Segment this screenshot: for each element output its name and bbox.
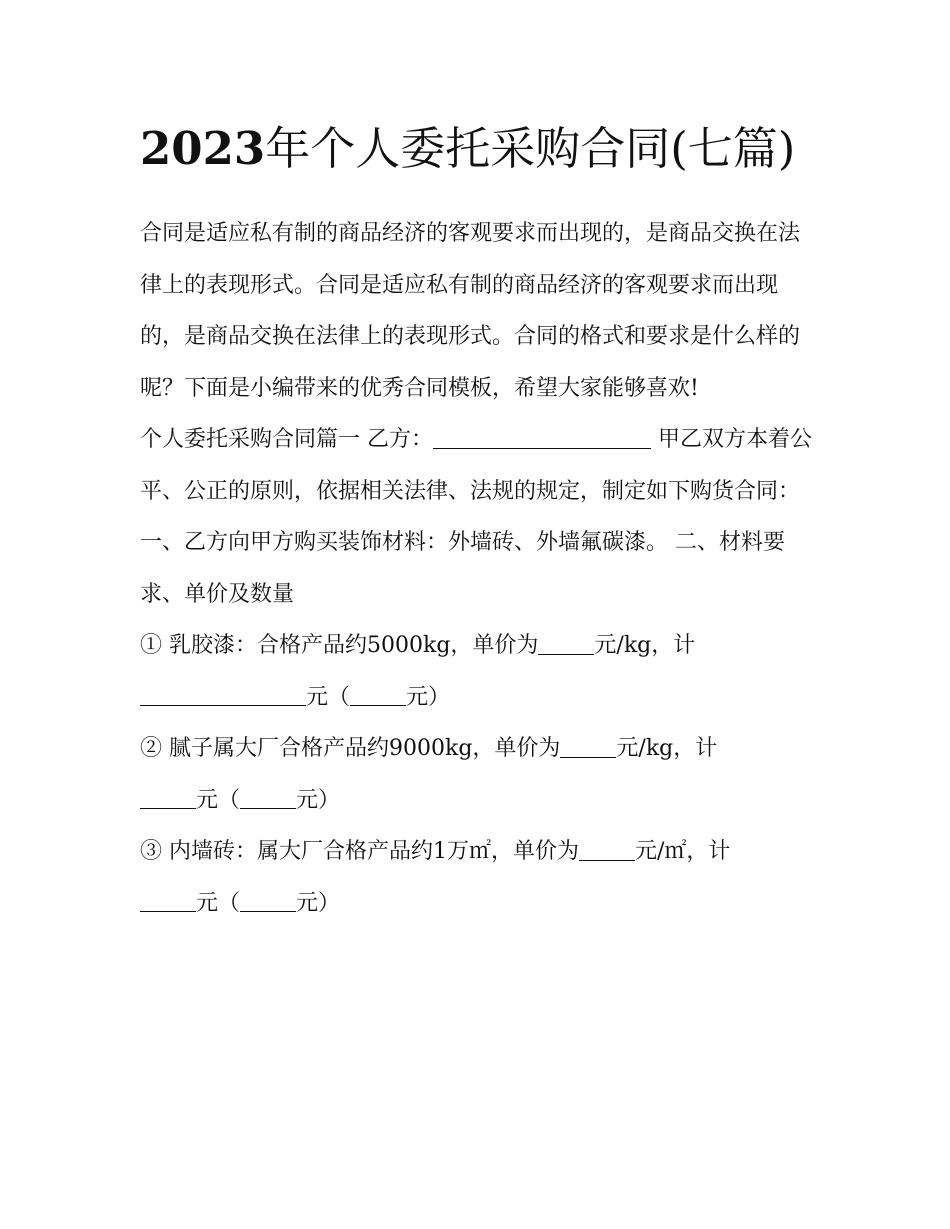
- item-3-text-a: ③ 内墙砖：属大厂合格产品约1万㎡，单价为: [140, 839, 579, 864]
- item-2-text-d: 元）: [296, 787, 341, 813]
- blank-line: [140, 786, 196, 809]
- blank-line: [350, 683, 406, 706]
- item-2-text-c: 元（: [196, 787, 241, 813]
- blank-line: [240, 786, 296, 809]
- clause-1-paragraph: 一、乙方向甲方购买装饰材料：外墙砖、外墙氟碳漆。 二、材料要求、单价及数量: [140, 530, 785, 607]
- document-body: [140, 208, 812, 929]
- item-3-text-d: 元）: [296, 890, 341, 916]
- item-2-paragraph: [140, 723, 812, 826]
- title-text: 年个人委托采购合同(七篇): [265, 122, 796, 175]
- item-1-text-a: ① 乳胶漆：合格产品约5000kg，单价为: [140, 633, 539, 658]
- item-3-text-b: 元/㎡，计: [635, 839, 731, 864]
- item-2-text-a: ② 腻子属大厂合格产品约9000kg，单价为: [140, 736, 561, 761]
- item-2-text-b: 元/kg，计: [616, 736, 718, 761]
- document-title: [140, 112, 812, 186]
- item-1-text-b: 元/kg，计: [594, 633, 696, 658]
- intro-paragraph: 合同是适应私有制的商品经济的客观要求而出现的，是商品交换在法律上的表现形式。合同是适应私有制的商品经济的客观要求而出现的，是商品交换在法律上的表现形式。合同的格式和要求是什么样的呢？下面是小编带来的优秀合同模板，希望大家能够喜欢!: [140, 221, 801, 401]
- item-3-text-c: 元（: [196, 890, 241, 916]
- blank-line: [140, 889, 196, 912]
- document-content: [140, 112, 812, 929]
- section-1-heading: 个人委托采购合同篇一 乙方：: [140, 427, 433, 452]
- blank-line: [560, 735, 616, 758]
- blank-line: [240, 889, 296, 912]
- blank-line: [579, 838, 635, 861]
- item-3-paragraph: [140, 826, 812, 929]
- blank-line: [140, 683, 306, 706]
- blank-line: [433, 426, 651, 449]
- title-year: 2023: [140, 122, 266, 175]
- blank-line: [538, 632, 594, 655]
- item-1-text-c: 元（: [306, 684, 351, 710]
- section-1-text: 甲乙双方本着公平、公正的原则，依据相关法律、法规的规定，制定如下购货合同：: [140, 427, 812, 504]
- section-1-paragraph: [140, 414, 812, 517]
- item-1-text-d: 元）: [406, 684, 451, 710]
- item-1-paragraph: [140, 620, 812, 723]
